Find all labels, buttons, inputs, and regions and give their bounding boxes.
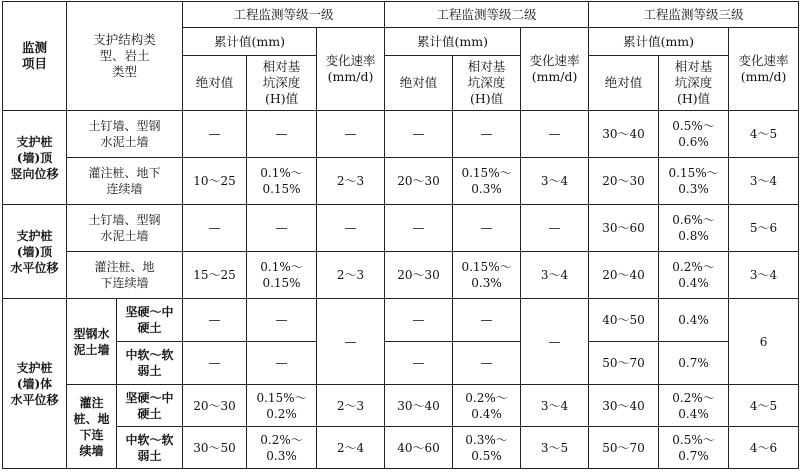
value-cell: 30～50 <box>183 427 247 469</box>
monitoring-table <box>2 1 799 469</box>
value-cell: 30～40 <box>589 385 659 427</box>
value-cell: 20～30 <box>385 252 453 299</box>
value-cell: 40～50 <box>589 299 659 342</box>
value-cell: 15～25 <box>183 252 247 299</box>
value-cell: — <box>453 111 521 158</box>
value-cell: 0.6%～ 0.8% <box>659 205 729 252</box>
value-cell: 0.1%～ 0.15% <box>247 252 317 299</box>
item-label: 支护桩 (墙)顶 水平位移 <box>3 205 67 299</box>
value-cell: — <box>183 342 247 385</box>
table-row <box>3 158 799 205</box>
table-row <box>3 205 799 252</box>
value-cell: — <box>385 299 453 342</box>
value-cell: 0.7% <box>659 342 729 385</box>
header-l2-cumulative: 累计值(mm) <box>385 28 521 56</box>
value-cell: 2～3 <box>317 158 385 205</box>
value-cell: 3～4 <box>729 252 799 299</box>
value-cell: 0.2%～ 0.4% <box>659 385 729 427</box>
header-l3-rel: 相对基 坑深度 (H)值 <box>659 56 729 111</box>
value-cell: — <box>453 342 521 385</box>
value-cell: — <box>247 111 317 158</box>
header-l2-rate: 变化速率 (mm/d) <box>521 28 589 111</box>
table-row <box>3 427 799 469</box>
value-cell: 20～40 <box>589 252 659 299</box>
value-cell: — <box>453 299 521 342</box>
value-cell: 20～30 <box>385 158 453 205</box>
value-cell: 10～25 <box>183 158 247 205</box>
value-cell: — <box>453 205 521 252</box>
header-l2-abs: 绝对值 <box>385 56 453 111</box>
value-cell: 3～4 <box>729 158 799 205</box>
value-cell: 0.15%～ 0.3% <box>659 158 729 205</box>
value-cell: 4～6 <box>729 427 799 469</box>
type-cell: 灌注桩、地 下连续墙 <box>67 252 183 299</box>
value-cell: 0.3%～ 0.5% <box>453 427 521 469</box>
header-l1-abs: 绝对值 <box>183 56 247 111</box>
subtype-cell: 型钢水 泥土墙 <box>67 299 117 385</box>
value-cell: 3～5 <box>521 427 589 469</box>
header-l1-rel: 相对基 坑深度 (H)值 <box>247 56 317 111</box>
value-cell: — <box>183 205 247 252</box>
header-level1: 工程监测等级一级 <box>183 2 385 28</box>
value-cell: 30～40 <box>589 111 659 158</box>
header-l3-abs: 绝对值 <box>589 56 659 111</box>
value-cell: — <box>183 299 247 342</box>
value-cell: 20～30 <box>183 385 247 427</box>
value-cell: — <box>183 111 247 158</box>
type-cell: 灌注桩、地下 连续墙 <box>67 158 183 205</box>
table-row <box>3 385 799 427</box>
type-cell: 土钉墙、型钢 水泥土墙 <box>67 111 183 158</box>
table-row <box>3 252 799 299</box>
value-cell: — <box>317 205 385 252</box>
value-cell: — <box>521 111 589 158</box>
table-row <box>3 299 799 342</box>
type-cell: 土钉墙、型钢 水泥土墙 <box>67 205 183 252</box>
value-cell: 3～4 <box>521 385 589 427</box>
value-cell: — <box>247 205 317 252</box>
value-cell: 40～60 <box>385 427 453 469</box>
header-l1-cumulative: 累计值(mm) <box>183 28 317 56</box>
table-row <box>3 342 799 385</box>
item-label: 支护桩 (墙)体 水平位移 <box>3 299 67 469</box>
value-cell: 0.4% <box>659 299 729 342</box>
item-label: 支护桩 (墙)顶 竖向位移 <box>3 111 67 205</box>
value-cell: — <box>317 299 385 385</box>
value-cell: — <box>521 205 589 252</box>
value-cell: 30～60 <box>589 205 659 252</box>
header-l1-rate: 变化速率 (mm/d) <box>317 28 385 111</box>
value-cell: 2～3 <box>317 385 385 427</box>
value-cell: 3～4 <box>521 252 589 299</box>
soil-cell: 坚硬～中 硬土 <box>117 385 183 427</box>
value-cell: 2～4 <box>317 427 385 469</box>
value-cell: 0.2%～ 0.3% <box>247 427 317 469</box>
value-cell: 50～70 <box>589 427 659 469</box>
value-cell: 0.15%～ 0.2% <box>247 385 317 427</box>
value-cell: 6 <box>729 299 799 385</box>
soil-cell: 坚硬～中 硬土 <box>117 299 183 342</box>
header-item: 监测 项目 <box>3 2 67 111</box>
header-type: 支护结构类 型、岩土 类型 <box>67 2 183 111</box>
value-cell: 3～4 <box>521 158 589 205</box>
value-cell: 0.2%～ 0.4% <box>453 385 521 427</box>
header-l3-rate: 变化速率 (mm/d) <box>729 28 799 111</box>
value-cell: 0.1%～ 0.15% <box>247 158 317 205</box>
header-l3-cumulative: 累计值(mm) <box>589 28 729 56</box>
value-cell: 50～70 <box>589 342 659 385</box>
value-cell: 0.5%～ 0.7% <box>659 427 729 469</box>
value-cell: 4～5 <box>729 385 799 427</box>
value-cell: — <box>521 299 589 385</box>
header-level2: 工程监测等级二级 <box>385 2 589 28</box>
table-row <box>3 111 799 158</box>
value-cell: 0.15%～ 0.3% <box>453 158 521 205</box>
value-cell: 0.2%～ 0.4% <box>659 252 729 299</box>
subtype-cell: 灌注 桩、地 下连 续墙 <box>67 385 117 469</box>
value-cell: — <box>247 342 317 385</box>
value-cell: 30～40 <box>385 385 453 427</box>
value-cell: 0.15%～ 0.3% <box>453 252 521 299</box>
soil-cell: 中软～软 弱土 <box>117 427 183 469</box>
value-cell: — <box>317 111 385 158</box>
value-cell: 20～30 <box>589 158 659 205</box>
header-level3: 工程监测等级三级 <box>589 2 799 28</box>
value-cell: — <box>385 342 453 385</box>
value-cell: — <box>247 299 317 342</box>
value-cell: — <box>385 111 453 158</box>
value-cell: 2～3 <box>317 252 385 299</box>
value-cell: 4～5 <box>729 111 799 158</box>
header-l2-rel: 相对基 坑深度 (H)值 <box>453 56 521 111</box>
value-cell: 0.5%～ 0.6% <box>659 111 729 158</box>
value-cell: 5～6 <box>729 205 799 252</box>
soil-cell: 中软～软 弱土 <box>117 342 183 385</box>
value-cell: — <box>385 205 453 252</box>
